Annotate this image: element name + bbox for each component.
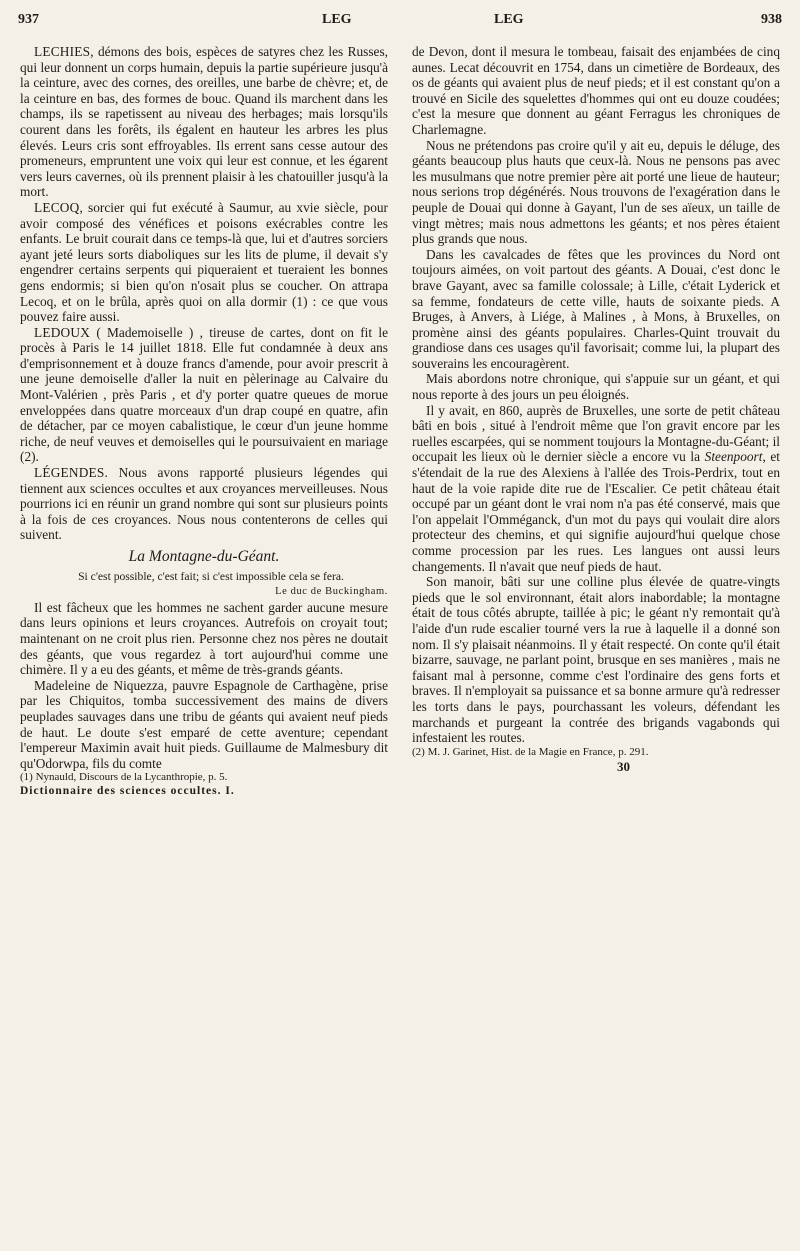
entry-text: ( Mademoiselle ) , tireuse de cartes, dont on fit le procès à Paris le 14 juillet 1818. Elle fut condamnée à deux ans d'emprisonnement et à douze francs d'amende, pour avoir prescrit à une jeune demoiselle d'aller la nuit en pèlerinage au Calvaire du Mont-Valérien , près Paris , et d'y porter quatre queues de morue enveloppées dans quatre morceaux d'un drap coupé en quatre, afin de détacher, par ce moyen cabalistique, le cœur d'un jeune homme riche, de neuf veuves et demoiselles qui le poursuivaient en mariage (2). [20,324,388,465]
paragraph [412,403,780,575]
book-footer: Dictionnaire des sciences occultes. I. [20,785,235,798]
entry-lecoq [20,200,388,325]
entry-term: LÉGENDES [34,465,105,481]
left-page-number: 937 [18,12,39,27]
paragraph: de Devon, dont il mesura le tombeau, faisait des enjambées de cinq aunes. Lecat découvrit en 1754, dans un cimetière de Bordeaux, des os de géants qui avaient plus de neuf pieds; et il est constant qu'on a trouvé en Sicile des squelettes d'hommes qui ont eu douze coudées; c'est la mesure que donnent au géant Ferragus les chroniques de Charlemagne. [412,44,780,137]
entry-text: , démons des bois, espèces de satyres chez les Russes, qui leur donnent un corps humain, depuis la partie supérieure jusqu'à la ceinture, avec des cornes, des oreilles, une barbe de chèvre; et, de la ceinture en bas, des formes de bouc. Quand ils marchent dans les champs, ils se rapetissent au niveau des herbages; mais lorsqu'ils courent dans les forêts, ils égalent en hauteur les arbres les plus élevés. Leurs cris sont effroyables. Ils errent sans cesse autour des promeneurs, empruntent une voix qui leur est connue, et les égarent vers leurs cavernes, où ils prennent plaisir à les chatouiller jusqu'à la mort. [20,44,388,200]
right-page-number: 938 [761,12,782,27]
section-title: La Montagne-du-Géant. [128,548,280,565]
paragraph: Mais abordons notre chronique, qui s'appuie sur un géant, et qui nous reporte à des jours un peu éloignés. [412,371,780,403]
entry-text: . Nous avons rapporté plusieurs légendes qui tiennent aux sciences occultes et aux croyances merveilleuses. Nous pourrions ici en réunir un grand nombre qui sont sur plusieurs points à la fois de ces croyances. Nous nous contenterons de celles qui suivent. [20,465,388,543]
entry-lechies [20,44,388,200]
footnote: (2) M. J. Garinet, Hist. de la Magie en France, p. 291. [412,745,649,758]
entry-term: LECOQ [34,199,80,215]
signature-mark: 30 [617,758,630,774]
entry-text: , sorcier qui fut exécuté à Saumur, au xvie siècle, pour avoir composé des vénéfices et poisons exécrables contre les enfants. Le bruit courait dans ce temps-là que, lui et d'autres sorciers ayant jeté leurs sorts diaboliques sur les lits de plume, il devait s'y engendrer certains serpents qui piqueraient et tueraient les bonnes gens endormis; si bien qu'on n'osait plus se coucher. On attrapa Lecoq, et on le brûla, après quoi on alla dormir (1) : ce que vous pouvez faire aussi. [20,199,388,325]
text-run: , et s'étendait de la rue des Alexiens à l'allée des Trois-Perdrix, tout en haut de la voie rapide dite rue de l'Escalier. Ce petit château était occupé par un géant dont le vrai nom n'a pas été conservé, mais que l'on appelait l'Omméganck, d'un mot du pays qui voulait dire alors protecteur des chemins, et qui signifie aujourd'hui quelque chose comme procession par les rues. Les langues ont aussi leurs changements. Il n'avait que neuf pieds de haut. [412,449,780,574]
paragraph: Dans les cavalcades de fêtes que les provinces du Nord ont toujours aimées, on voit partout des géants. A Douai, c'est donc le brave Gayant, avec sa famille colossale; à Lille, c'était Lyderick et sa femme, fondateurs de cette ville, hauts de soixante pieds. A Bruges, à Anvers, à Liége, à Malines , à Mons, à Bruxelles, on promène ainsi des géants populaires. Charles-Quint trouvait du grandiose dans ces usages qu'il favorisait; comme lui, la plupart des souverains les encouragèrent. [412,246,780,371]
paragraph: Son manoir, bâti sur une colline plus élevée de quatre-vingts pieds que le sol environnant, était alors inabordable; la montagne était de tous côtés abrupte, taillée à pic; le géant n'y remontait qu'à l'aide d'un rude escalier tourné vers la rue à laquelle il a donné son nom. Il s'y plaisait néanmoins. Il y était respecté. On conte qu'il était bizarre, sauvage, ne parlant point, brusque en ses manières , mais ne faisant mal à personne, comme c'est l'ordinaire des gens forts et braves. Il n'employait sa puissance et sa bonne armure qu'à redresser les torts dans le pays, pourchassant les voleurs, défendant les marchands et purgeant la contrée des brigands vagabonds qui infestaient les routes. [412,574,780,746]
running-header [18,12,782,34]
epigraph-author: Le duc de Buckingham. [275,586,388,598]
entry-ledoux [20,325,388,465]
left-running-head: LEG [322,12,352,27]
epigraph: Si c'est possible, c'est fait; si c'est impossible cela se fera. [78,569,344,583]
entry-term: LECHIES [34,44,91,59]
paragraph: Madeleine de Niquezza, pauvre Espagnole de Carthagène, prise par les Chiquitos, tomba successivement des mains de divers peuplades sauvages dans une tribu de géants qui avaient neuf pieds de haut. Le doute s'est emparé de cette aventure; cependant l'empereur Maximin avait huit pieds. Guillaume de Malmesbury dit qu'Odorwpa, fils du comte [20,677,388,771]
footnote: (1) Nynauld, Discours de la Lycanthropie, p. 5. [20,771,228,784]
text-run: Il y avait, en 860, auprès de Bruxelles, une sorte de petit château bâti en bois , situé à l'endroit même que l'on gravit encore par les ruelles escarpées, qui se nomment toujours la Montagne-du-Géant; il occupait les lieux où le dernier siècle a encore vu la [412,402,780,465]
paragraph: Il est fâcheux que les hommes ne sachent garder aucune mesure dans leurs opinions et leurs croyances. Autrefois on croyait tout; maintenant on ne croit plus rien. Personne chez nos pères ne doutait des géants, que vous regardez à tort aujourd'hui comme une chimère. Il y a eu des géants, et même de très-grands géants. [20,599,388,678]
italic-term: Steenpoort [704,449,763,465]
right-running-head: LEG [494,12,524,27]
entry-legendes [20,465,388,543]
left-column [20,44,388,800]
entry-term: LEDOUX [34,324,91,340]
right-column [412,44,780,774]
paragraph: Nous ne prétendons pas croire qu'il y ait eu, depuis le déluge, des géants beaucoup plus hauts que ceux-là. Nous ne pensons pas avec les musulmans que notre premier père ait porté une lieue de hauteur; nous serions trop dégénérés. Nous trouvons de l'exagération dans le peuple de Douai qui donne à Gayant, l'un de ses aïeux, un taille de vingt mètres; mais nous admettons les géants; et nos pères étaient plus grands que nous. [412,137,780,247]
